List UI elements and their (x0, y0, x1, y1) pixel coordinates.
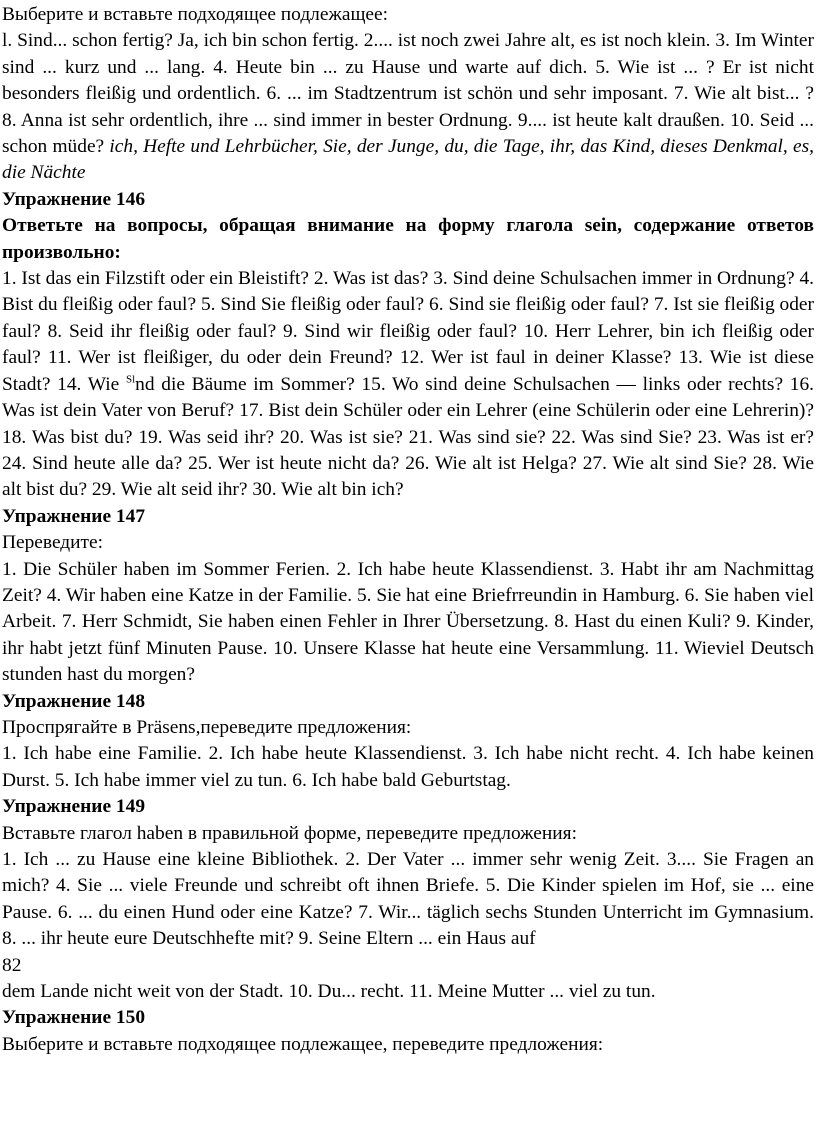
exercise-149-title: Упражнение 149 (2, 796, 146, 818)
exercise-147-title: Упражнение 147 (2, 505, 146, 527)
exercise-145-word-bank: ich, Hefte und Lehrbücher, Sie, der Junge, du, die Tage, ihr, das Kind, dieses Denkmal, es, die Nächte (2, 136, 814, 184)
exercise-150-title: Упражнение 150 (2, 1007, 146, 1029)
exercise-150-instruction: Выберите и вставьте подходящее подлежащее, переведите предложения: (2, 1033, 604, 1055)
exercise-148-instruction: Проспрягайте в Präsens,переведите предложения: (2, 716, 412, 738)
exercise-146-text-part-a: 1. Ist das ein Filzstift oder ein Bleistift? 2. Was ist das? 3. Sind deine Schulsachen immer in Ordnung? 4. Bist du fleißig oder faul? 5. Sind Sie fleißig oder faul? 6. Sind sie fleißig oder faul? 7. Ist sie fleißig oder faul? 8. Seid ihr fleißig oder faul? 9. Sind wir fleißig oder faul? 10. Herr Lehrer, bin ich fleißig oder faul? 11. Wer ist fleißiger, du oder dein Freund? 12. Wer ist faul in deiner Klasse? 13. Wie ist diese Stadt? 14. Wie (2, 268, 814, 395)
exercise-146-text-part-b: nd die Bäume im Sommer? 15. Wo sind deine Schulsachen — links oder rechts? 16. Was ist dein Vater von Beruf? 17. Bist dein Schüler oder ein Lehrer (eine Schülerin oder eine Lehrerin)? 18. Was bist du? 19. Was seid ihr? 20. Was ist sie? 21. Was sind sie? 22. Was sind Sie? 23. Was ist er? 24. Sind heute alle da? 25. Wer ist heute nicht da? 26. Wie alt ist Helga? 27. Wie alt sind Sie? 28. Wie alt bist du? 29. Wie alt seid ihr? 30. Wie alt bin ich? (2, 373, 814, 501)
page-number: 82 (2, 954, 22, 976)
exercise-148-title: Упражнение 148 (2, 690, 146, 712)
exercise-145-text (2, 28, 814, 186)
exercise-149-instruction: Вставьте глагол haben в правильной форме, переведите предложения: (2, 822, 577, 844)
exercise-149-text: 1. Ich ... zu Hause eine kleine Bibliothek. 2. Der Vater ... immer sehr wenig Zeit. 3.... Sie Fragen an mich? 4. Sie ... viele Freunde und schreibt oft ihnen Briefe. 5. Die Kinder spielen im Hof, sie ... eine Pause. 6. ... du einen Hund oder eine Katze? 7. Wir... täglich sechs Stunden Unterricht im Gymnasium. 8. ... ihr heute eure Deutschhefte mit? 9. Seine Eltern ... ein Haus auf (2, 849, 814, 950)
exercise-149-text-continued: dem Lande nicht weit von der Stadt. 10. Du... recht. 11. Meine Mutter ... viel zu tun. (2, 981, 656, 1003)
exercise-146-title: Упражнение 146 (2, 188, 146, 210)
exercise-145-sentences: l. Sind... schon fertig? Ja, ich bin schon fertig. 2.... ist noch zwei Jahre alt, es ist noch klein. 3. Im Winter sind ... kurz und ... lang. 4. Heute bin ... zu Hause und warte auf dich. 5. Wie ist ... ? Er ist nicht besonders fleißig und ordentlich. 6. ... im Stadtzentrum ist schön und sehr imposant. 7. Wie alt bist... ? 8. Anna ist sehr ordentlich, ihre ... sind immer in bester Ordnung. 9.... ist heute kalt draußen. 10. Seid ... schon müde? (2, 30, 814, 158)
exercise-146-text (2, 266, 814, 504)
exercise-146-instruction: Ответьте на вопросы, обращая внимание на форму глагола sein, содержание ответов произвольно: (2, 215, 814, 263)
exercise-147-instruction: Переведите: (2, 532, 104, 554)
exercise-147-text: 1. Die Schüler haben im Sommer Ferien. 2. Ich habe heute Klassendienst. 3. Habt ihr am Nachmittag Zeit? 4. Wir haben eine Katze in der Familie. 5. Sie hat eine Briefrreundin in Hamburg. 6. Sie haben viel Arbeit. 7. Herr Schmidt, Sie haben einen Fehler in Ihrer Übersetzung. 8. Hast du einen Kuli? 9. Kinder, ihr habt jetzt fünf Minuten Pause. 10. Unsere Klasse hat heute eine Versammlung. 11. Wieviel Deutsch stunden hast du morgen? (2, 558, 814, 686)
exercise-148-text: 1. Ich habe eine Familie. 2. Ich habe heute Klassendienst. 3. Ich habe nicht recht. 4. Ich habe keinen Durst. 5. Ich habe immer viel zu tun. 6. Ich habe bald Geburtstag. (2, 743, 814, 791)
exercise-145-instruction: Выберите и вставьте подходящее подлежащее: (2, 4, 389, 25)
exercise-146-superscript: Sl (125, 373, 136, 386)
